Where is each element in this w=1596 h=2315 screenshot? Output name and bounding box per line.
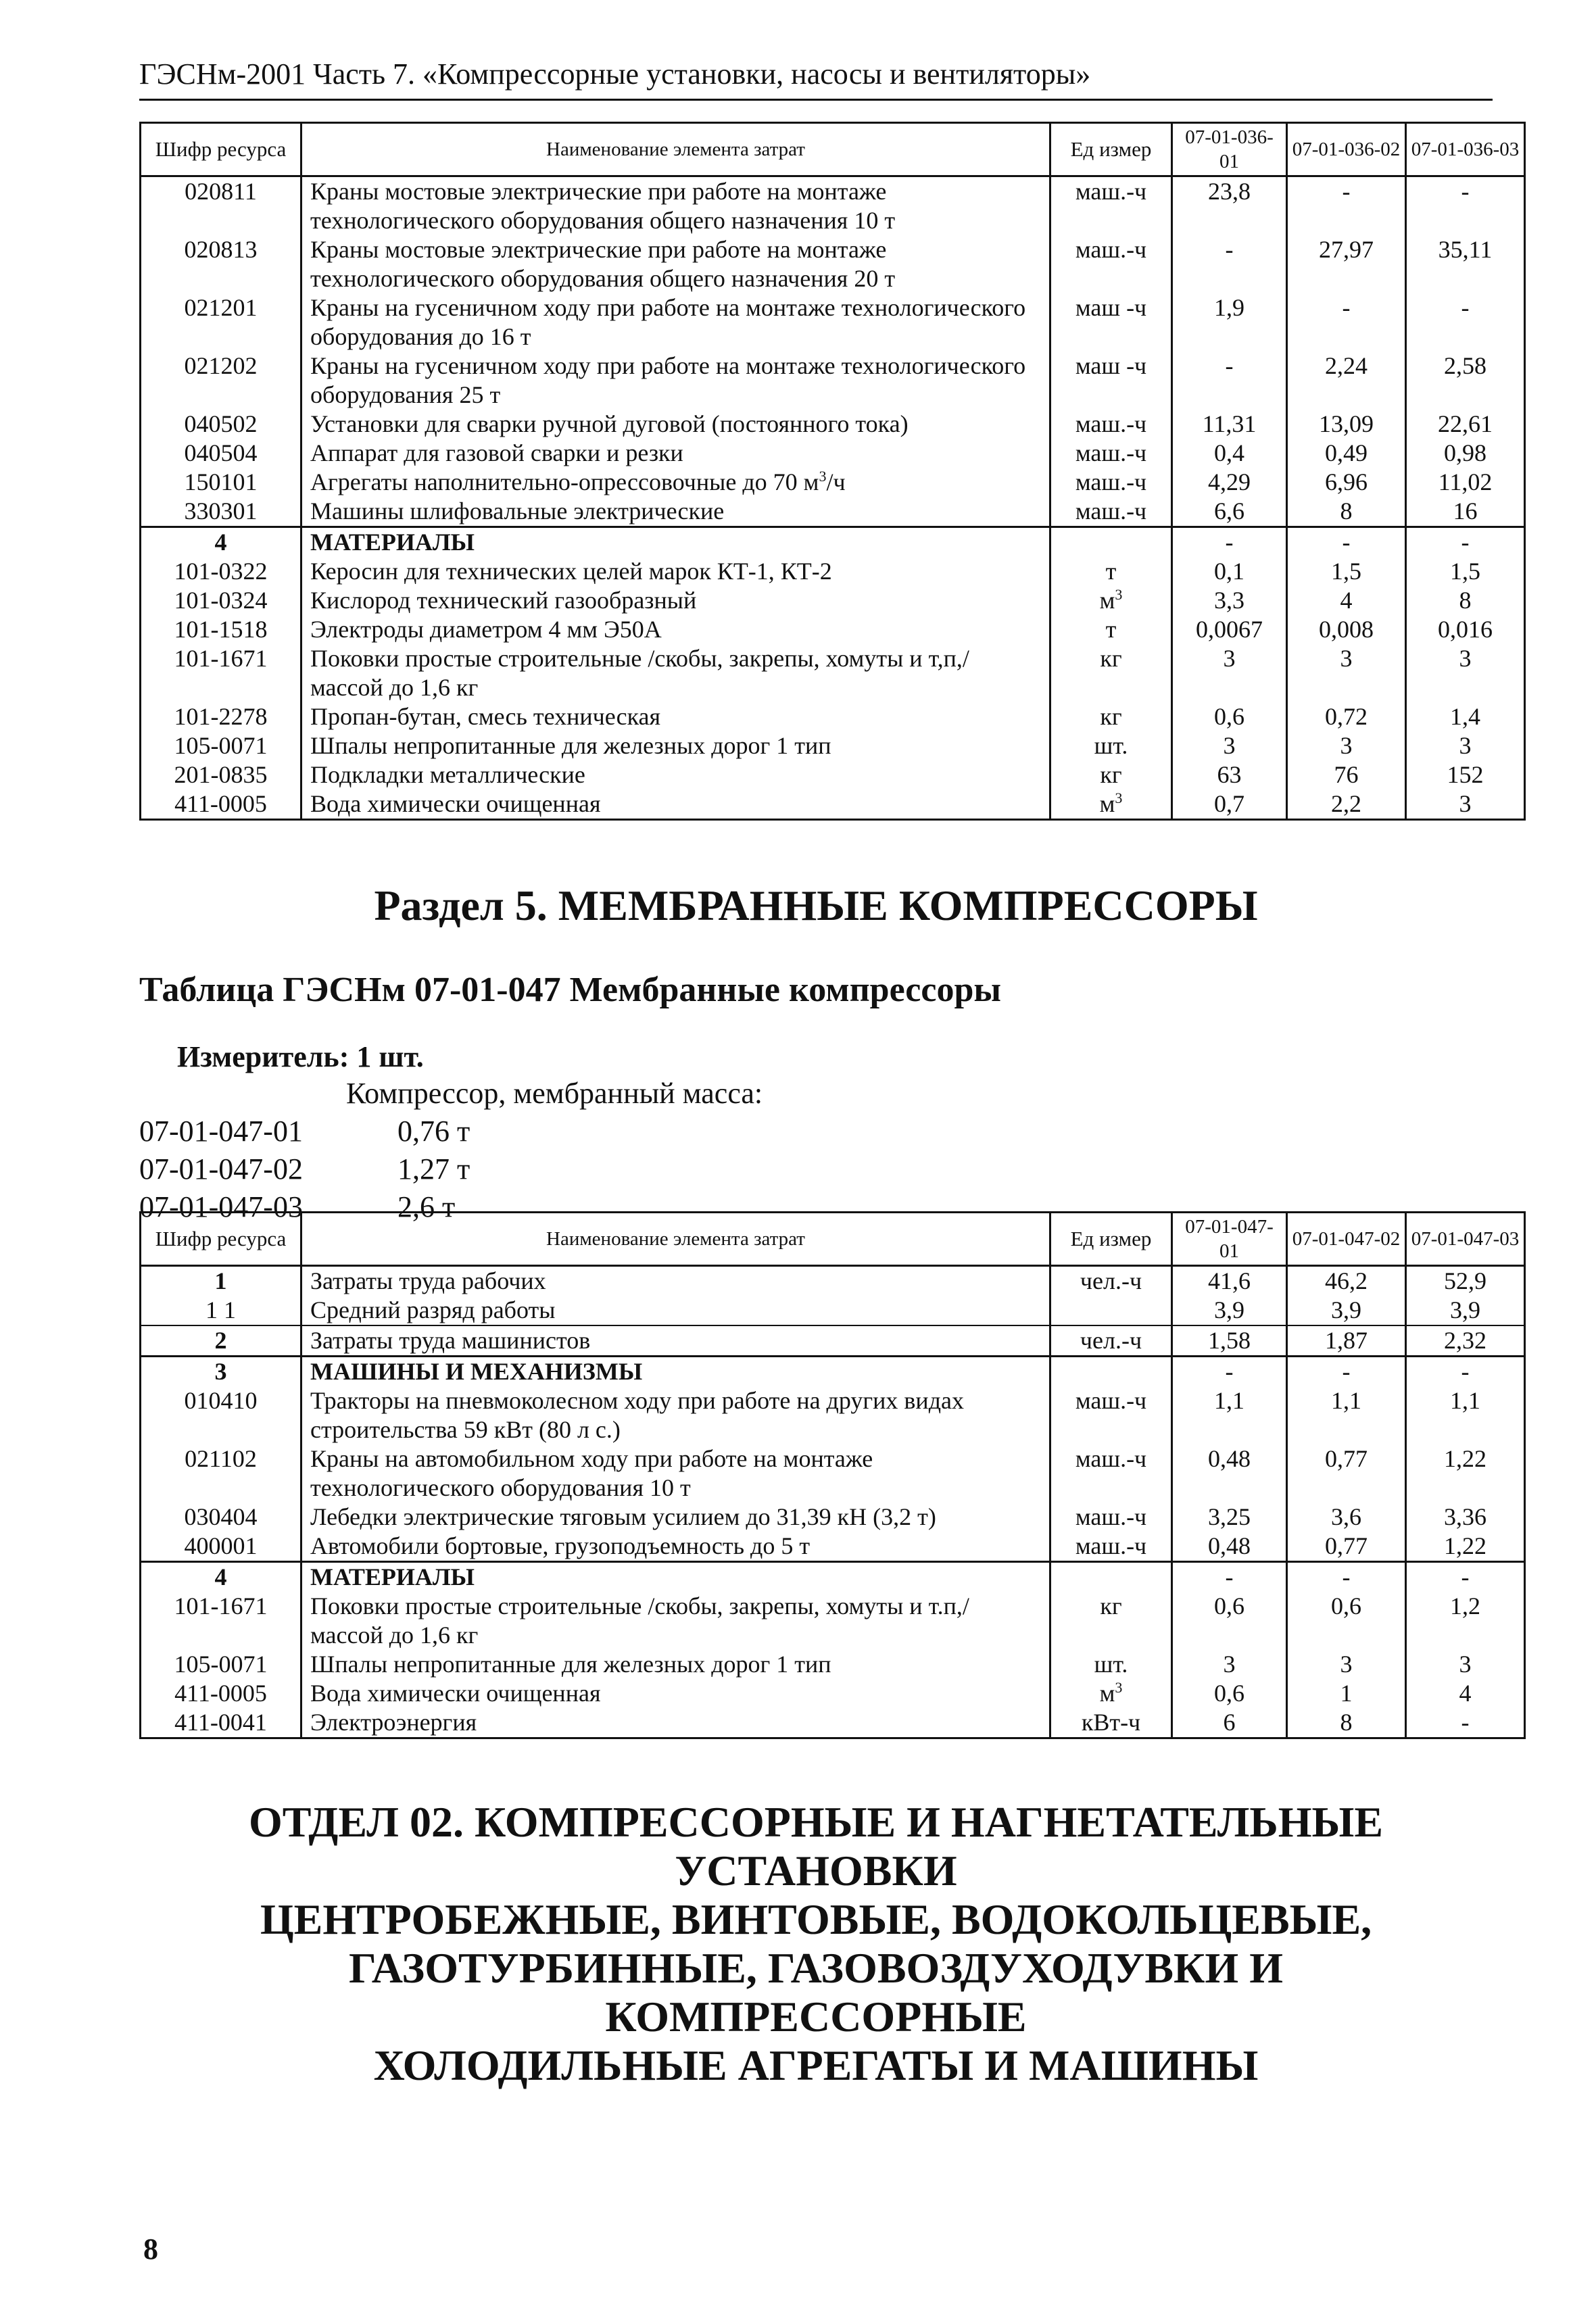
cell-value-3: 152 [1406, 760, 1525, 789]
table-row [141, 586, 1525, 615]
cell-value-1: - [1172, 1562, 1287, 1592]
page-number: 8 [143, 2233, 158, 2266]
header-rule [139, 99, 1493, 101]
cell-value-2: 0,6 [1287, 1592, 1406, 1650]
cell-unit: шт. [1050, 731, 1172, 760]
resource-table-047 [139, 1211, 1526, 1739]
cell-value-2: - [1287, 293, 1406, 351]
cell-unit: кг [1050, 760, 1172, 789]
cell-unit [1050, 1562, 1172, 1592]
table-row [141, 497, 1525, 527]
cell-value-1: - [1172, 351, 1287, 410]
department-title-line: ЦЕНТРОБЕЖНЫЕ, ВИНТОВЫЕ, ВОДОКОЛЬЦЕВЫЕ, [260, 1895, 1372, 1943]
col-header-variant-3: 07-01-036-03 [1406, 123, 1525, 176]
variant-value: 0,76 т [397, 1115, 470, 1148]
cell-unit [1050, 527, 1172, 558]
cell-value-3: 11,02 [1406, 468, 1525, 497]
cell-value-2: 1 [1287, 1679, 1406, 1708]
cell-value-1: 6 [1172, 1708, 1287, 1738]
cell-value-1: 0,6 [1172, 1679, 1287, 1708]
cell-unit: маш.-ч [1050, 1444, 1172, 1503]
cell-value-3: 1,5 [1406, 557, 1525, 586]
cell-code: 101-1671 [141, 1592, 301, 1650]
table-row [141, 176, 1525, 236]
variant-code: 07-01-047-01 [139, 1115, 303, 1148]
cell-code: 020811 [141, 176, 301, 236]
cell-unit: маш.-ч [1050, 1386, 1172, 1444]
cell-code: 040504 [141, 439, 301, 468]
unit-text: м [1099, 1680, 1115, 1707]
table-row [141, 731, 1525, 760]
cell-value-3: 3 [1406, 644, 1525, 702]
cell-unit: кВт-ч [1050, 1708, 1172, 1738]
cell-name-suffix: /ч [826, 468, 846, 495]
department-title [139, 1798, 1493, 2090]
cell-unit: шт. [1050, 1650, 1172, 1679]
cell-unit: маш -ч [1050, 293, 1172, 351]
cell-name: Электроды диаметром 4 мм Э50А [301, 615, 1050, 644]
cell-value-3: - [1406, 293, 1525, 351]
cell-value-2: 13,09 [1287, 410, 1406, 439]
table-row [141, 1532, 1525, 1562]
cell-value-3: 0,016 [1406, 615, 1525, 644]
cell-value-2: 27,97 [1287, 235, 1406, 293]
cell-code: 201-0835 [141, 760, 301, 789]
cell-value-1: - [1172, 1357, 1287, 1387]
cell-name: Краны на автомобильном ходу при работе на монтаже технологического оборудования 10 т [301, 1444, 1050, 1503]
col-header-name: Наименование элемента затрат [301, 123, 1050, 176]
cell-value-2: - [1287, 176, 1406, 236]
cell-code: 030404 [141, 1503, 301, 1532]
col-header-variant-3: 07-01-047-03 [1406, 1213, 1525, 1266]
variant-code: 07-01-047-02 [139, 1152, 303, 1186]
cell-value-2: 1,5 [1287, 557, 1406, 586]
department-title-line: ГАЗОТУРБИННЫЕ, ГАЗОВОЗДУХОДУВКИ И КОМПРЕССОРНЫЕ [349, 1944, 1283, 2041]
cell-value-3: 3 [1406, 789, 1525, 820]
cell-code: 021202 [141, 351, 301, 410]
table-row [141, 789, 1525, 820]
cell-value-3: 0,98 [1406, 439, 1525, 468]
cell-value-1: 0,1 [1172, 557, 1287, 586]
table-row-section [141, 527, 1525, 558]
cell-code: 411-0005 [141, 1679, 301, 1708]
cell-unit: маш.-ч [1050, 176, 1172, 236]
cell-value-1: 1,58 [1172, 1325, 1287, 1357]
table-row [141, 293, 1525, 351]
cell-value-2: 3 [1287, 1650, 1406, 1679]
variant-code: 07-01-047-03 [139, 1190, 303, 1223]
table-row [141, 351, 1525, 410]
cell-unit: т [1050, 557, 1172, 586]
cell-value-3: 3,9 [1406, 1296, 1525, 1325]
cell-code: 101-2278 [141, 702, 301, 731]
cell-name: МАТЕРИАЛЫ [301, 1562, 1050, 1592]
cell-value-3: 2,32 [1406, 1325, 1525, 1357]
cell-value-3: 35,11 [1406, 235, 1525, 293]
variant-line [139, 1113, 477, 1150]
cell-value-2: 3 [1287, 731, 1406, 760]
cell-code: 105-0071 [141, 731, 301, 760]
superscript: 3 [1115, 1679, 1123, 1696]
cell-value-1: 1,1 [1172, 1386, 1287, 1444]
cell-code: 101-0324 [141, 586, 301, 615]
cell-value-3: - [1406, 176, 1525, 236]
cell-value-1: 3,9 [1172, 1296, 1287, 1325]
cell-value-2: - [1287, 527, 1406, 558]
cell-code: 4 [141, 1562, 301, 1592]
cell-name [301, 468, 1050, 497]
cell-unit: чел.-ч [1050, 1325, 1172, 1357]
cell-code: 4 [141, 527, 301, 558]
table-title: Таблица ГЭСНм 07-01-047 Мембранные компрессоры [139, 971, 1001, 1009]
cell-code: 040502 [141, 410, 301, 439]
cell-name: Краны мостовые электрические при работе на монтаже технологического оборудования общего назначения 20 т [301, 235, 1050, 293]
cell-name: Краны на гусеничном ходу при работе на монтаже технологического оборудования до 16 т [301, 293, 1050, 351]
cell-value-1: 23,8 [1172, 176, 1287, 236]
cell-code: 020813 [141, 235, 301, 293]
cell-value-3: 3 [1406, 1650, 1525, 1679]
cell-code: 1 [141, 1266, 301, 1296]
cell-value-2: - [1287, 1357, 1406, 1387]
table-row [141, 1503, 1525, 1532]
col-header-variant-1: 07-01-036-01 [1172, 123, 1287, 176]
cell-value-1: 0,6 [1172, 702, 1287, 731]
table-row [141, 410, 1525, 439]
resource-table-036 [139, 122, 1526, 821]
cell-value-2: 2,24 [1287, 351, 1406, 410]
cell-name: МАТЕРИАЛЫ [301, 527, 1050, 558]
table-row [141, 1708, 1525, 1738]
cell-name: Краны мостовые электрические при работе на монтаже технологического оборудования общего назначения 10 т [301, 176, 1050, 236]
table-row [141, 1592, 1525, 1650]
cell-value-3: 1,2 [1406, 1592, 1525, 1650]
cell-name: Вода химически очищенная [301, 789, 1050, 820]
table-header-row [141, 123, 1525, 176]
cell-value-3: - [1406, 1708, 1525, 1738]
table-row [141, 702, 1525, 731]
cell-value-1: 3 [1172, 731, 1287, 760]
superscript: 3 [1115, 789, 1123, 806]
cell-value-3: 22,61 [1406, 410, 1525, 439]
cell-unit: кг [1050, 1592, 1172, 1650]
cell-unit [1050, 1357, 1172, 1387]
cell-code: 330301 [141, 497, 301, 527]
page-header: ГЭСНм-2001 Часть 7. «Компрессорные установки, насосы и вентиляторы» [139, 57, 1091, 91]
department-title-line: ОТДЕЛ 02. КОМПРЕССОРНЫЕ И НАГНЕТАТЕЛЬНЫЕ УСТАНОВКИ [248, 1798, 1384, 1895]
cell-value-3: 4 [1406, 1679, 1525, 1708]
cell-name: Затраты труда рабочих [301, 1266, 1050, 1296]
cell-name: Поковки простые строительные /скобы, закрепы, хомуты и т.п,/ массой до 1,6 кг [301, 1592, 1050, 1650]
cell-value-1: 3,25 [1172, 1503, 1287, 1532]
table-header-row [141, 1213, 1525, 1266]
cell-code: 105-0071 [141, 1650, 301, 1679]
cell-name: Электроэнергия [301, 1708, 1050, 1738]
cell-unit: маш.-ч [1050, 235, 1172, 293]
table-row [141, 1325, 1525, 1357]
cell-value-1: 11,31 [1172, 410, 1287, 439]
cell-value-3: 8 [1406, 586, 1525, 615]
meter-label: Измеритель: 1 шт. [177, 1040, 424, 1073]
cell-value-2: 0,49 [1287, 439, 1406, 468]
cell-code: 3 [141, 1357, 301, 1387]
cell-name: Подкладки металлические [301, 760, 1050, 789]
cell-value-2: 46,2 [1287, 1266, 1406, 1296]
cell-value-1: 0,7 [1172, 789, 1287, 820]
cell-name: Средний разряд работы [301, 1296, 1050, 1325]
cell-value-3: - [1406, 1357, 1525, 1387]
table-row [141, 1679, 1525, 1708]
cell-value-3: - [1406, 1562, 1525, 1592]
table-row [141, 615, 1525, 644]
cell-value-2: 76 [1287, 760, 1406, 789]
cell-unit: маш -ч [1050, 351, 1172, 410]
cell-name: Керосин для технических целей марок КТ-1, КТ-2 [301, 557, 1050, 586]
cell-value-2: 1,1 [1287, 1386, 1406, 1444]
cell-value-3: 16 [1406, 497, 1525, 527]
department-title-line: ХОЛОДИЛЬНЫЕ АГРЕГАТЫ И МАШИНЫ [373, 2041, 1259, 2089]
cell-value-1: 0,0067 [1172, 615, 1287, 644]
cell-value-3: 1,22 [1406, 1532, 1525, 1562]
cell-value-2: 3,6 [1287, 1503, 1406, 1532]
cell-value-1: - [1172, 527, 1287, 558]
cell-value-2: 3,9 [1287, 1296, 1406, 1325]
cell-value-1: 0,48 [1172, 1532, 1287, 1562]
cell-value-1: - [1172, 235, 1287, 293]
cell-code: 101-0322 [141, 557, 301, 586]
table-row [141, 557, 1525, 586]
cell-code: 021102 [141, 1444, 301, 1503]
cell-value-2: 4 [1287, 586, 1406, 615]
table-row [141, 760, 1525, 789]
cell-unit [1050, 1679, 1172, 1708]
cell-code: 411-0005 [141, 789, 301, 820]
cell-value-1: 63 [1172, 760, 1287, 789]
cell-value-1: 0,48 [1172, 1444, 1287, 1503]
cell-value-3: 1,22 [1406, 1444, 1525, 1503]
cell-name: Затраты труда машинистов [301, 1325, 1050, 1357]
table-row [141, 439, 1525, 468]
col-header-variant-2: 07-01-036-02 [1287, 123, 1406, 176]
cell-unit: кг [1050, 644, 1172, 702]
cell-unit [1050, 789, 1172, 820]
cell-code: 150101 [141, 468, 301, 497]
cell-name: Шпалы непропитанные для железных дорог 1 тип [301, 1650, 1050, 1679]
col-header-unit: Ед измер [1050, 123, 1172, 176]
cell-code: 021201 [141, 293, 301, 351]
cell-code: 101-1518 [141, 615, 301, 644]
cell-name: Аппарат для газовой сварки и резки [301, 439, 1050, 468]
cell-code: 400001 [141, 1532, 301, 1562]
cell-value-2: - [1287, 1562, 1406, 1592]
cell-value-2: 3 [1287, 644, 1406, 702]
cell-unit: маш.-ч [1050, 439, 1172, 468]
cell-unit: чел.-ч [1050, 1266, 1172, 1296]
col-header-name: Наименование элемента затрат [301, 1213, 1050, 1266]
cell-name: Машины шлифовальные электрические [301, 497, 1050, 527]
cell-name-text: Агрегаты наполнительно-опрессовочные до 70 м [310, 468, 819, 495]
table-row-section [141, 1562, 1525, 1592]
cell-name: Лебедки электрические тяговым усилием до 31,39 кН (3,2 т) [301, 1503, 1050, 1532]
cell-name: МАШИНЫ И МЕХАНИЗМЫ [301, 1357, 1050, 1387]
cell-name: Краны на гусеничном ходу при работе на монтаже технологического оборудования 25 т [301, 351, 1050, 410]
variant-value: 2,6 т [397, 1190, 456, 1223]
cell-value-3: 3 [1406, 731, 1525, 760]
cell-value-2: 1,87 [1287, 1325, 1406, 1357]
variant-line [139, 1150, 477, 1188]
table-row [141, 1266, 1525, 1296]
cell-value-2: 0,77 [1287, 1532, 1406, 1562]
cell-unit [1050, 586, 1172, 615]
cell-value-3: 3,36 [1406, 1503, 1525, 1532]
cell-value-3: 2,58 [1406, 351, 1525, 410]
cell-value-1: 0,6 [1172, 1592, 1287, 1650]
table-row [141, 1386, 1525, 1444]
cell-name: Тракторы на пневмоколесном ходу при работе на других видах строительства 59 кВт (80 л с.) [301, 1386, 1050, 1444]
cell-name: Установки для сварки ручной дуговой (постоянного тока) [301, 410, 1050, 439]
cell-value-3: 1,1 [1406, 1386, 1525, 1444]
cell-value-2: 0,008 [1287, 615, 1406, 644]
cell-value-1: 1,9 [1172, 293, 1287, 351]
cell-name: Кислород технический газообразный [301, 586, 1050, 615]
table-row [141, 1444, 1525, 1503]
variant-value: 1,27 т [397, 1152, 470, 1186]
cell-value-2: 0,72 [1287, 702, 1406, 731]
cell-value-1: 3 [1172, 644, 1287, 702]
cell-name: Поковки простые строительные /скобы, закрепы, хомуты и т,п,/ массой до 1,6 кг [301, 644, 1050, 702]
table-row [141, 468, 1525, 497]
cell-unit: кг [1050, 702, 1172, 731]
unit-text: м [1099, 587, 1115, 614]
cell-name: Автомобили бортовые, грузоподъемность до 5 т [301, 1532, 1050, 1562]
cell-value-2: 2,2 [1287, 789, 1406, 820]
cell-value-2: 8 [1287, 497, 1406, 527]
superscript: 3 [819, 468, 827, 485]
cell-value-3: 1,4 [1406, 702, 1525, 731]
cell-unit: маш.-ч [1050, 1503, 1172, 1532]
cell-name: Пропан-бутан, смесь техническая [301, 702, 1050, 731]
cell-unit: маш.-ч [1050, 410, 1172, 439]
table-row [141, 1296, 1525, 1325]
cell-unit: маш.-ч [1050, 497, 1172, 527]
cell-unit: маш.-ч [1050, 1532, 1172, 1562]
col-header-code: Шифр ресурса [141, 1213, 301, 1266]
cell-code: 1 1 [141, 1296, 301, 1325]
col-header-unit: Ед измер [1050, 1213, 1172, 1266]
table-row [141, 235, 1525, 293]
cell-value-1: 6,6 [1172, 497, 1287, 527]
cell-name: Вода химически очищенная [301, 1679, 1050, 1708]
cell-name: Шпалы непропитанные для железных дорог 1 тип [301, 731, 1050, 760]
section-title: Раздел 5. МЕМБРАННЫЕ КОМПРЕССОРЫ [374, 881, 1258, 929]
cell-value-3: - [1406, 527, 1525, 558]
cell-value-3: 52,9 [1406, 1266, 1525, 1296]
cell-code: 411-0041 [141, 1708, 301, 1738]
col-header-variant-2: 07-01-047-02 [1287, 1213, 1406, 1266]
cell-value-2: 6,96 [1287, 468, 1406, 497]
cell-value-1: 4,29 [1172, 468, 1287, 497]
cell-value-1: 3,3 [1172, 586, 1287, 615]
table-row [141, 644, 1525, 702]
table-row [141, 1650, 1525, 1679]
meter-description: Компрессор, мембранный масса: [346, 1077, 763, 1110]
cell-value-1: 41,6 [1172, 1266, 1287, 1296]
cell-value-1: 3 [1172, 1650, 1287, 1679]
cell-unit: маш.-ч [1050, 468, 1172, 497]
cell-unit [1050, 1296, 1172, 1325]
unit-text: м [1099, 790, 1115, 817]
cell-value-2: 8 [1287, 1708, 1406, 1738]
cell-code: 2 [141, 1325, 301, 1357]
cell-unit: т [1050, 615, 1172, 644]
col-header-code: Шифр ресурса [141, 123, 301, 176]
cell-value-1: 0,4 [1172, 439, 1287, 468]
col-header-variant-1: 07-01-047-01 [1172, 1213, 1287, 1266]
cell-code: 010410 [141, 1386, 301, 1444]
table-row-section [141, 1357, 1525, 1387]
cell-value-2: 0,77 [1287, 1444, 1406, 1503]
superscript: 3 [1115, 586, 1123, 603]
cell-code: 101-1671 [141, 644, 301, 702]
